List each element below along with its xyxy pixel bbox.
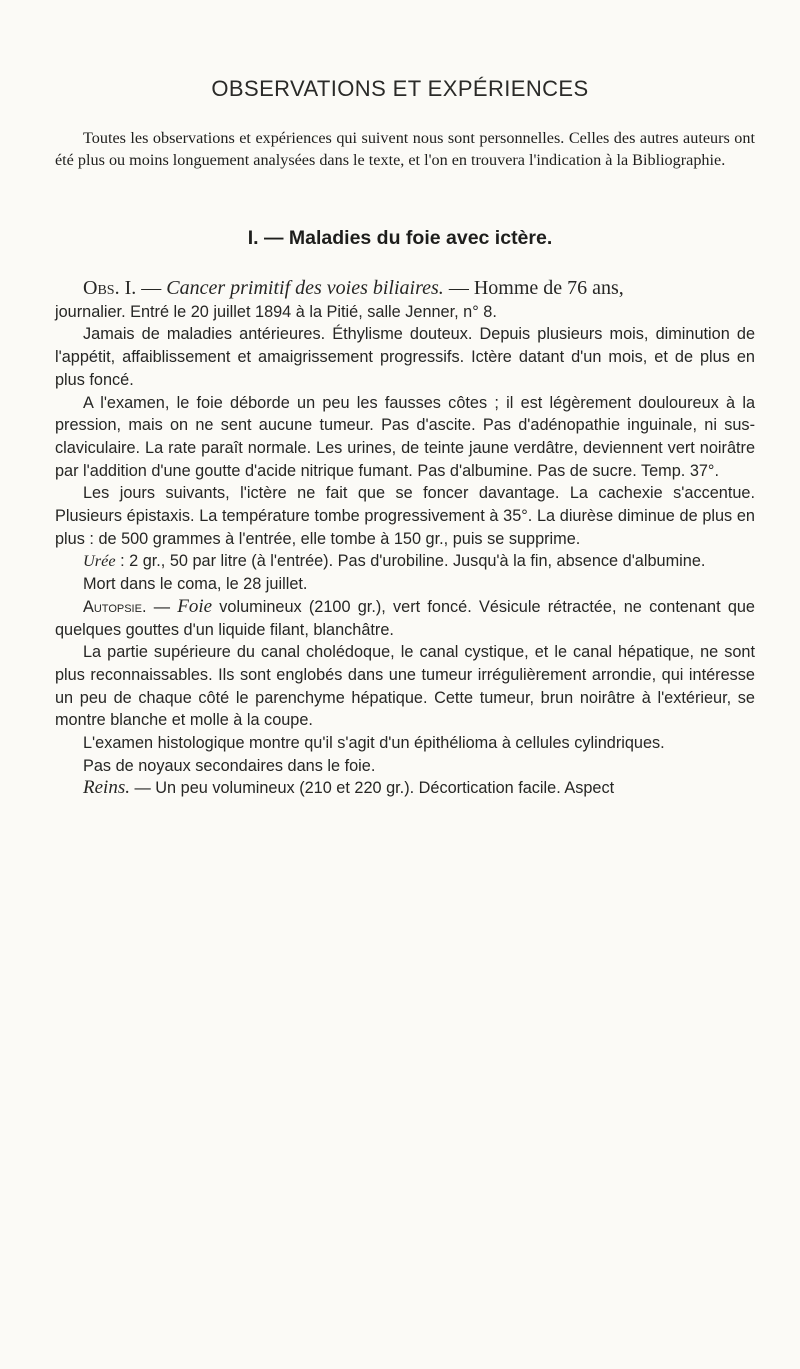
section-heading	[0, 227, 800, 250]
section-number: I. —	[247, 227, 289, 249]
examination-paragraph: A l'examen, le foie déborde un peu les fausses côtes ; il est légèrement douloureux à la pression, mais on ne sent aucune tumeur. Pas d'ascite. Pas d'adénopathie inguinale, ni sus-claviculaire. La rate paraît normale. Les urines, de teinte jaune verdâtre, deviennent vert noirâtre par l'addition d'une goutte d'acide nitrique fumant. Pas d'albumine. Pas de sucre. Temp. 37°.	[55, 393, 755, 480]
autopsy-dash: —	[146, 597, 178, 616]
uree-paragraph	[55, 550, 755, 573]
kidneys-text: — Un peu volumineux (210 et 220 gr.). Décortication facile. Aspect	[129, 779, 615, 798]
history-paragraph: Jamais de maladies antérieures. Éthylisme douteux. Depuis plusieurs mois, diminution de l'appétit, affaiblissement et amaigrissement progressifs. Ictère datant d'un mois, et de plus en plus foncé.	[55, 325, 755, 389]
autopsy-text: volumineux (2100 gr.), vert foncé. Vésicule rétractée, ne contenant que quelques gouttes d'un liquide filant, blanchâtre.	[55, 597, 755, 639]
kidneys-label: Reins.	[83, 777, 130, 799]
autopsy-label: Autopsie.	[83, 597, 147, 616]
secondary-nodules-paragraph: Pas de noyaux secondaires dans le foie.	[83, 756, 376, 775]
observation-patient-line: journalier. Entré le 20 juillet 1894 à la Pitié, salle Jenner, n° 8.	[55, 302, 497, 321]
observation-lead	[55, 277, 755, 301]
observation-dash: —	[136, 277, 167, 299]
uree-text: : 2 gr., 50 par litre (à l'entrée). Pas d'urobiline. Jusqu'à la fin, absence d'albumine.	[115, 552, 706, 571]
histology-paragraph: L'examen histologique montre qu'il s'agit d'un épithélioma à cellules cylindriques.	[83, 734, 665, 753]
observation-title: Cancer primitif des voies biliaires.	[166, 277, 444, 299]
autopsy-organ: Foie	[177, 595, 213, 617]
section-title: Maladies du foie avec ictère.	[288, 227, 553, 249]
uree-label: Urée	[83, 551, 116, 571]
kidneys-paragraph	[55, 777, 755, 800]
autopsy-paragraph	[55, 596, 755, 641]
evolution-paragraph: Les jours suivants, l'ictère ne fait que se foncer davantage. La cachexie s'accentue. Plusieurs épistaxis. La température tombe progressivement à 35°. La diurèse diminue de plus en plus : de 500 grammes à l'entrée, elle tombe à 150 gr., puis se supprime.	[55, 484, 755, 548]
observation-body	[55, 277, 755, 800]
death-paragraph: Mort dans le coma, le 28 juillet.	[83, 575, 308, 594]
tumor-paragraph: La partie supérieure du canal cholédoque, le canal cystique, et le canal hépatique, ne sont plus reconnaissables. Ils sont englobés dans une tumeur irrégulièrement arrondie, qui intéresse un peu de chaque côté le parenchyme hépatique. Cette tumeur, brun noirâtre à l'extérieur, se montre blanche et molle à la coupe.	[55, 643, 755, 730]
page-header: OBSERVATIONS ET EXPÉRIENCES	[211, 76, 589, 101]
intro-paragraph: Toutes les observations et expériences qui suivent nous sont personnelles. Celles des autres auteurs ont été plus ou moins longuement analysées dans le texte, et l'on en trouvera l'indication à la Bibliographie.	[55, 129, 755, 169]
observation-lead-rest: — Homme de 76 ans,	[443, 277, 624, 299]
observation-label: Obs. I.	[83, 277, 137, 299]
